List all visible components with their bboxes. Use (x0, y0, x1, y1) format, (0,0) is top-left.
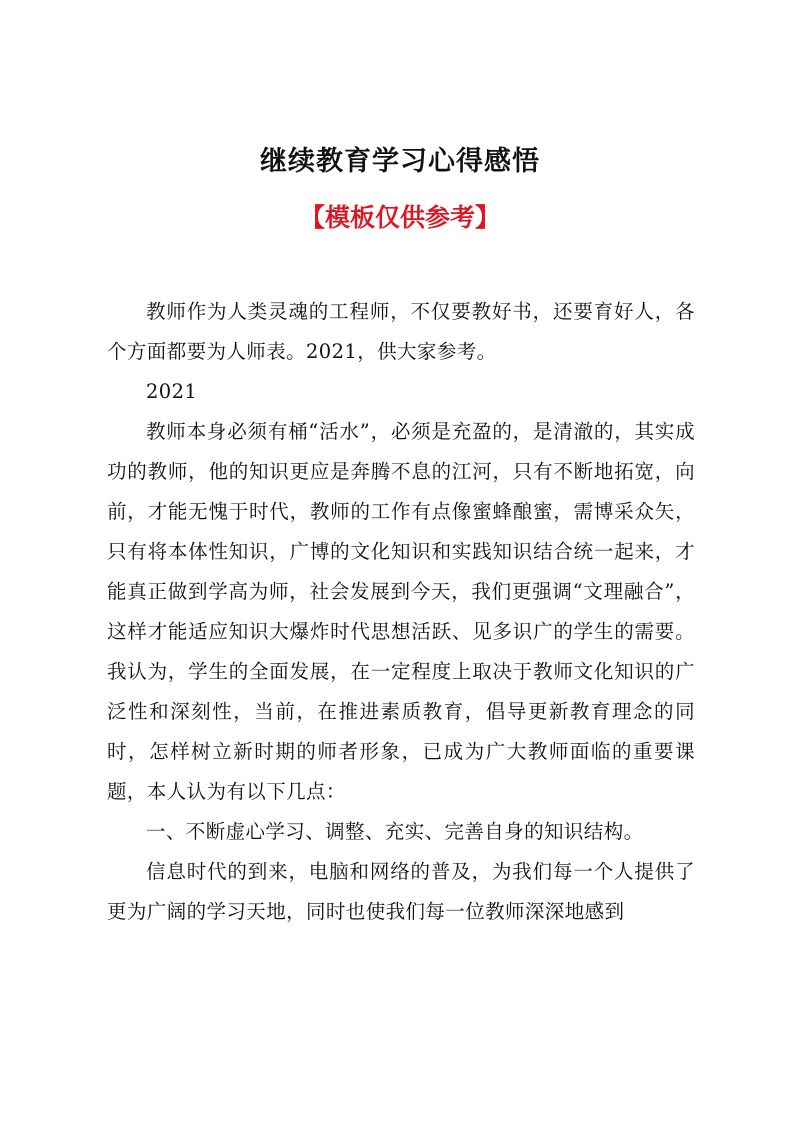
document-body (107, 292, 695, 932)
paragraph-intro: 教师作为人类灵魂的工程师，不仅要教好书，还要育好人，各个方面都要为人师表。2021，供大家参考。 (107, 300, 695, 363)
paragraph-heading-one: 一、不断虚心学习、调整、充实、完善自身的知识结构。 (146, 820, 644, 843)
document-subtitle: 【模板仅供参考】 (299, 203, 500, 232)
paragraph-info-age: 信息时代的到来，电脑和网络的普及，为我们每一个人提供了更为广阔的学习天地，同时也使我们每一位教师深深地感到 (107, 860, 695, 923)
paragraph-year: 2021 (146, 380, 198, 403)
paragraph-main: 教师本身必须有桶“活水”，必须是充盈的，是清澈的，其实成功的教师，他的知识更应是奔腾不息的江河，只有不断地拓宽，向前，才能无愧于时代，教师的工作有点像蜜蜂酿蜜，需博采众矢，只有将本体性知识，广博的文化知识和实践知识结合统一起来，才能真正做到学高为师，社会发展到今天，我们更强调“文理融合”，这样才能适应知识大爆炸时代思想活跃、见多识广的学生的需要。我认为，学生的全面发展，在一定程度上取决于教师文化知识的广泛性和深刻性，当前，在推进素质教育，倡导更新教育理念的同时，怎样树立新时期的师者形象，已成为广大教师面临的重要课题，本人认为有以下几点： (107, 420, 695, 803)
document-title: 继续教育学习心得感悟 (260, 146, 540, 177)
